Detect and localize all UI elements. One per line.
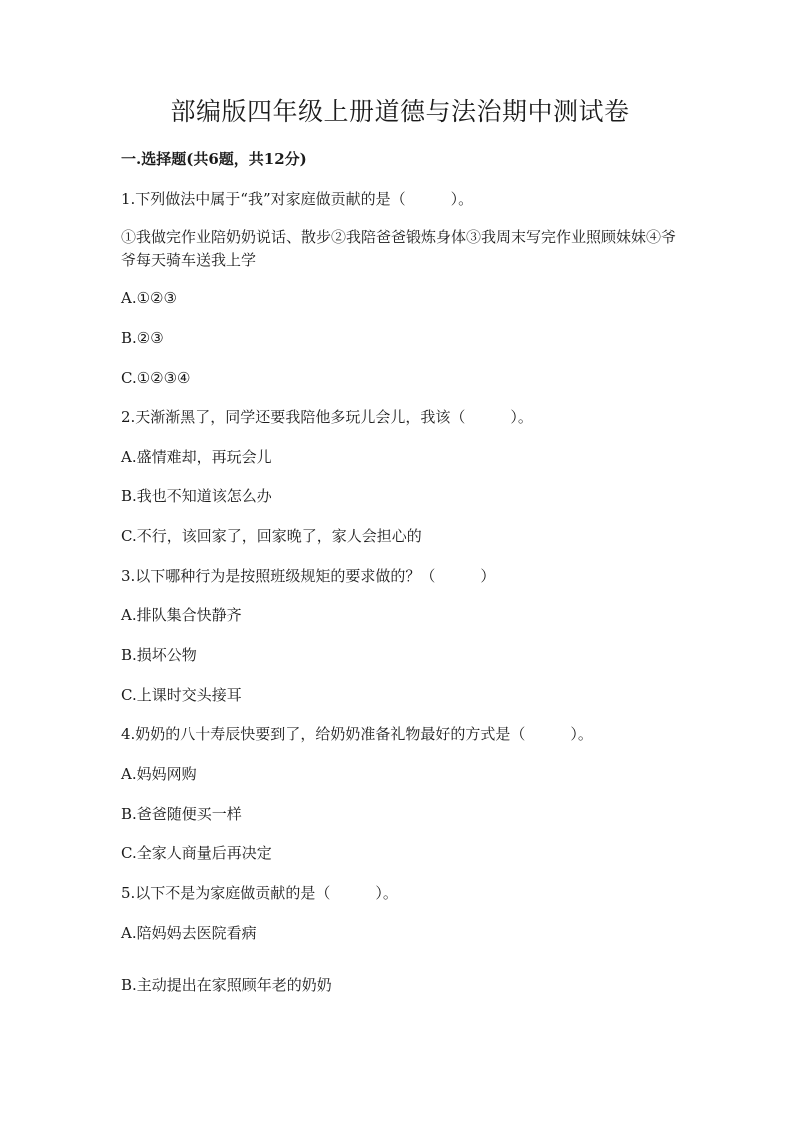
section-heading: 一.选择题(共6题，共12分): [121, 150, 307, 168]
option-1-a: A.①②③: [121, 289, 177, 307]
option-5-a: A.陪妈妈去医院看病: [121, 924, 257, 942]
option-1-c: C.①②③④: [121, 369, 191, 387]
question-stem-5: 5.以下不是为家庭做贡献的是（ ）。: [121, 884, 398, 902]
option-2-c: C.不行，该回家了，回家晚了，家人会担心的: [121, 527, 422, 545]
question-stem-2: 2.天渐渐黑了，同学还要我陪他多玩儿会儿，我该（ ）。: [121, 408, 533, 426]
option-5-b: B.主动提出在家照顾年老的奶奶: [121, 976, 332, 994]
option-4-b: B.爸爸随便买一样: [121, 805, 242, 823]
question-stem-3: 3.以下哪种行为是按照班级规矩的要求做的？（ ）: [121, 567, 496, 585]
page-title: 部编版四年级上册道德与法治期中测试卷: [170, 97, 630, 126]
option-2-b: B.我也不知道该怎么办: [121, 487, 272, 505]
question-stem-1: 1.下列做法中属于“我”对家庭做贡献的是（ ）。: [121, 190, 474, 208]
option-3-b: B.损坏公物: [121, 646, 197, 664]
option-3-c: C.上课时交头接耳: [121, 686, 242, 704]
option-4-c: C.全家人商量后再决定: [121, 844, 272, 862]
option-2-a: A.盛情难却，再玩会儿: [121, 448, 272, 466]
question-stem-4: 4.奶奶的八十寿辰快要到了，给奶奶准备礼物最好的方式是（ ）。: [121, 725, 593, 743]
option-1-b: B.②③: [121, 329, 164, 347]
option-4-a: A.妈妈网购: [121, 765, 197, 783]
question-material-1: ①我做完作业陪奶奶说话、散步②我陪爸爸锻炼身体③我周末写完作业照顾妹妹④爷爷每天骑车送我上学: [121, 228, 677, 269]
option-3-a: A.排队集合快静齐: [121, 606, 242, 624]
